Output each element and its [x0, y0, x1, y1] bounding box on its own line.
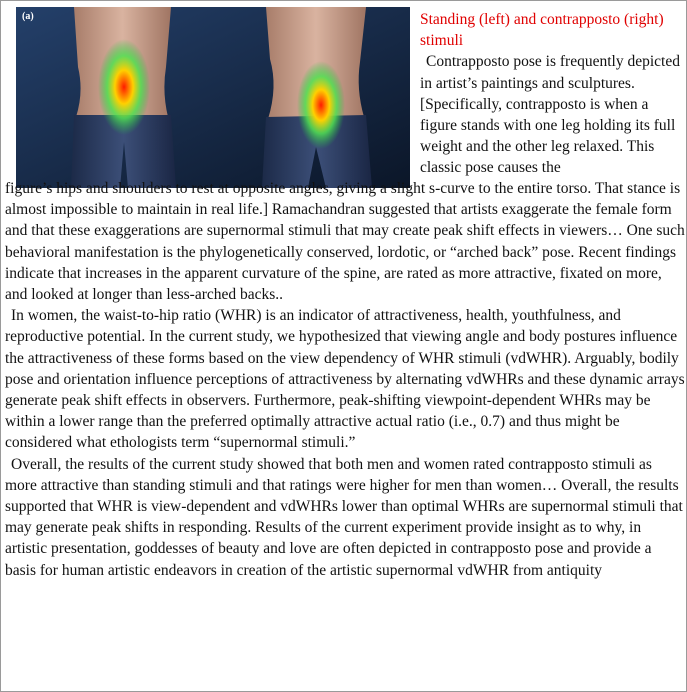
paragraph-3: Overall, the results of the current study showed that both men and women rated contrapposto stimuli as more attractive than standing stimuli and that ratings were higher for men than women… Overall, the results supported that WHR is view-dependent and vdWHRs lower than optimal WHRs are supernormal stimuli that may generate peak shifts in responding. Results of the current experiment provide insight as to why, in artistic presentation, goddesses of beauty and love are often depicted in contrapposto pose and provide a basis for human artistic endeavors in creation of the artistic supernormal vdWHR from antiquity [5, 455, 683, 579]
caption-title: Standing (left) and contrapposto (right) stimuli [420, 11, 664, 50]
paragraph-1-rest: figure’s hips and shoulders to rest at opposite angles, giving a slight s-curve to the entire torso. That stance is almost impossible to maintain in real life.] Ramachandran suggested that artists exaggerate the female form and that these exaggerations are supernormal stimuli that may create peak shift effects in viewers… One such behavioral manifestation is the phylogenetically conserved, lordotic, or “arched back” pose. Recent findings indicate that increases in the apparent curvature of the spine, are rated as more attractive, fixated on more, and looked at longer than less-arched backs.. [5, 180, 685, 304]
figure-label: (a) [22, 11, 34, 22]
stimuli-figure [16, 7, 410, 188]
body-text [5, 178, 685, 581]
stimuli-illustration [16, 7, 410, 188]
paragraph-2: In women, the waist-to-hip ratio (WHR) is an indicator of attractiveness, health, youthfulness, and reproductive potential. In the current study, we hypothesized that viewing angle and body postures influence the attractiveness of these forms based on the view dependency of WHR stimuli (vdWHR). Arguably, bodily pose and orientation influence perceptions of attractiveness by alternating vdWHRs and these dynamic arrays generate peak shift effects in observers. Furthermore, peak-shifting viewpoint-dependent WHRs may be within a lower range than the preferred optimally attractive actual ratio (i.e., 0.7) and thus might be considered what ethologists term “supernormal stimuli.” [5, 307, 685, 452]
paragraph-1-top: Contrapposto pose is frequently depicted in artist’s paintings and sculptures. [Specifically, contrapposto is when a figure stands with one leg holding its full weight and the other leg relaxed. This classic pose causes the [420, 53, 680, 177]
top-text-column [420, 9, 682, 179]
